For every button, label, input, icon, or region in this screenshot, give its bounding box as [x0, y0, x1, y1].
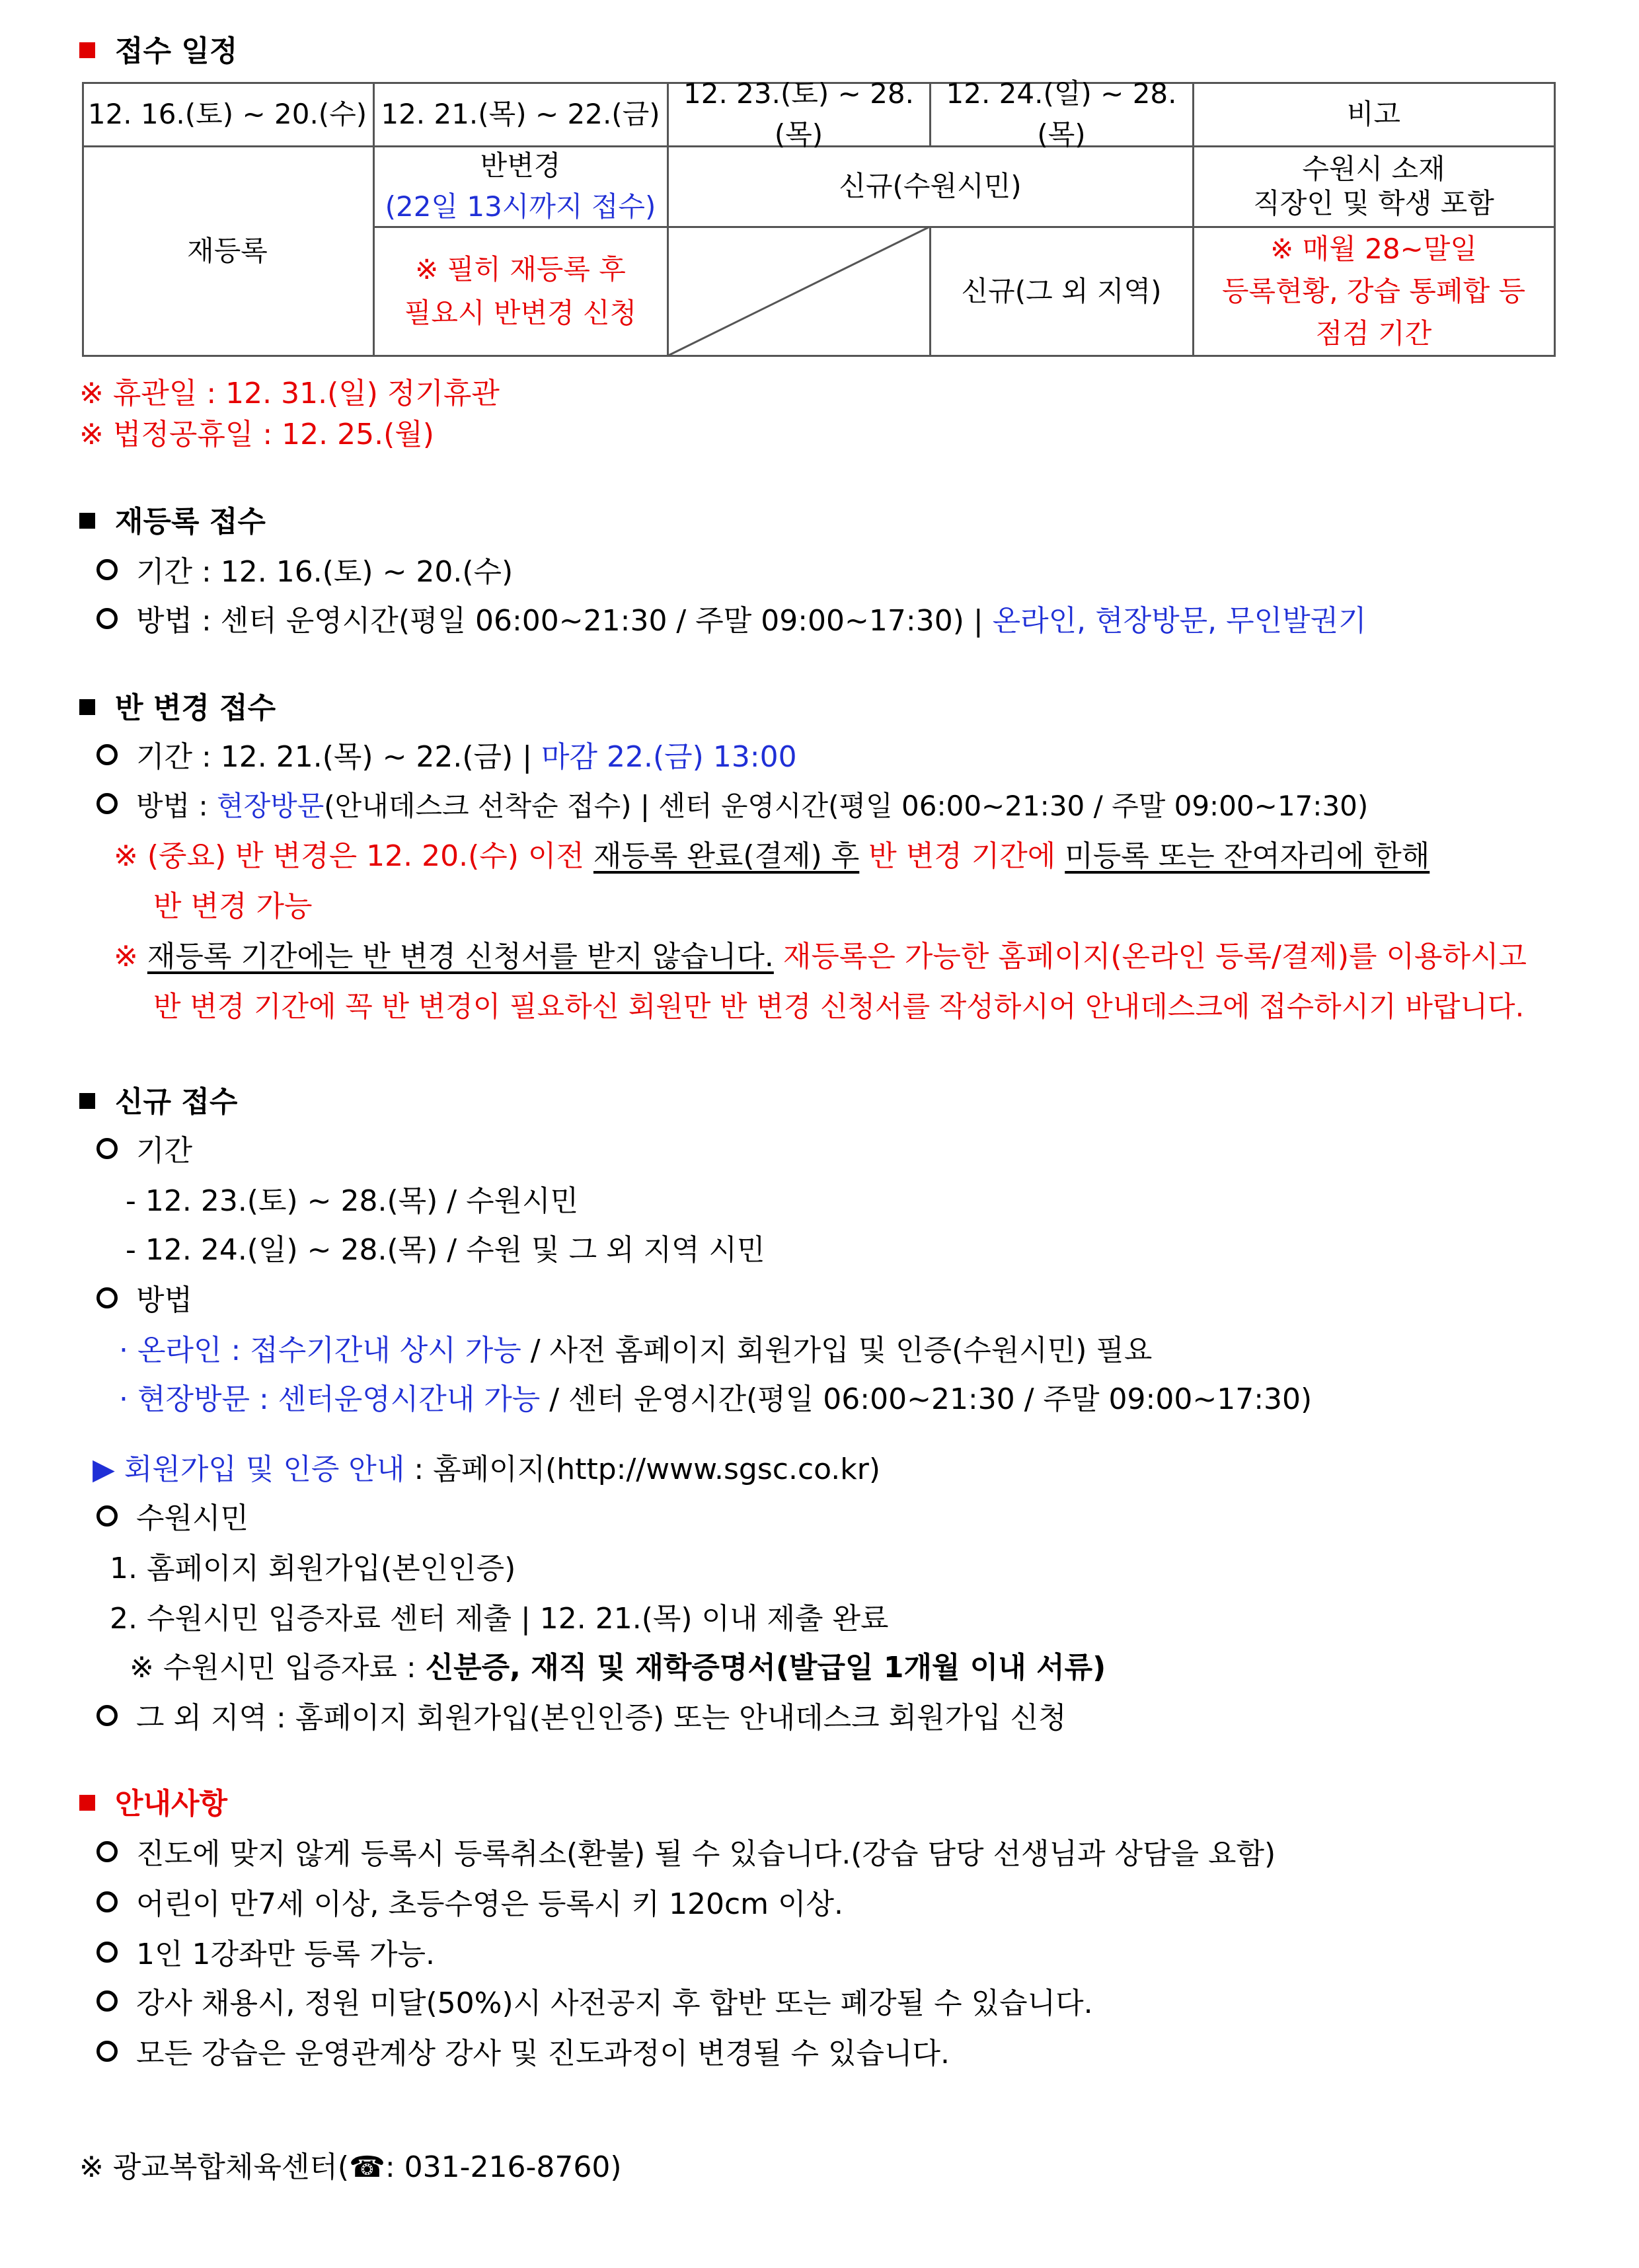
circle-bullet-icon — [96, 608, 118, 629]
rereg-period: 기간 : 12. 16.(토) ~ 20.(수) — [96, 554, 513, 591]
circle-bullet-icon — [96, 1705, 118, 1726]
change-method: 방법 : 현장방문(안내데스크 선착순 접수) | 센터 운영시간(평일 06:00~21:30 / 주말 09:00~17:30) — [96, 788, 1368, 825]
suwon-proof-note: ※ 수원시민 입증자료 : 신분증, 재직 및 재학증명서(발급일 1개월 이내 서류) — [130, 1651, 1106, 1684]
cell-class-change: 반변경 (22일 13시까지 접수) — [385, 149, 656, 223]
new-method-label: 방법 — [96, 1282, 192, 1319]
circle-bullet-icon — [96, 559, 118, 580]
change-period: 기간 : 12. 21.(목) ~ 22.(금) | 마감 22.(금) 13:00 — [96, 739, 797, 776]
circle-bullet-icon — [96, 1287, 118, 1308]
holiday-public: ※ 법정공휴일 : 12. 25.(월) — [79, 418, 434, 451]
holiday-closed: ※ 휴관일 : 12. 31.(일) 정기휴관 — [79, 377, 500, 410]
cell-reregistration: 재등록 — [187, 234, 268, 267]
circle-bullet-icon — [96, 1942, 118, 1963]
black-square-bullet-icon — [79, 1093, 95, 1109]
change-section-title: 반 변경 접수 — [79, 690, 276, 727]
other-region: 그 외 지역 : 홈페이지 회원가입(본인인증) 또는 안내데스크 회원가입 신청 — [96, 1700, 1067, 1737]
empty-cell-diagonal — [667, 226, 930, 357]
schedule-table — [82, 77, 1556, 357]
notice-item: 1인 1강좌만 등록 가능. — [96, 1936, 435, 1973]
rereg-section-title: 재등록 접수 — [79, 504, 266, 541]
schedule-section-title: 접수 일정 — [79, 33, 237, 70]
suwon-citizen-label: 수원시민 — [96, 1500, 248, 1537]
red-square-bullet-icon — [79, 42, 95, 58]
notice-item: 진도에 맞지 않게 등록시 등록취소(환불) 될 수 있습니다.(강습 담당 선생님과 상담을 요함) — [96, 1836, 1276, 1873]
header-remark: 비고 — [1346, 98, 1401, 130]
cell-remark-suwon: 수원시 소재 직장인 및 학생 포함 — [1253, 153, 1494, 219]
cell-class-change-note: ※ 필히 재등록 후 필요시 반변경 신청 — [404, 252, 637, 329]
change-note-rereg-period-cont: 반 변경 기간에 꼭 반 변경이 필요하신 회원만 반 변경 신청서를 작성하시어 안내데스크에 접수하시기 바랍니다. — [153, 991, 1525, 1024]
header-new-other-period: 12. 24.(일) ~ 28.(목) — [946, 77, 1177, 151]
cell-new-suwon: 신규(수원시민) — [839, 170, 1022, 202]
red-square-bullet-icon — [79, 1795, 95, 1811]
notice-item: 모든 강습은 운영관계상 강사 및 진도과정이 변경될 수 있습니다. — [96, 2035, 950, 2072]
black-square-bullet-icon — [79, 513, 95, 529]
signup-guide: ▶ 회원가입 및 인증 안내 : 홈페이지(http://www.sgsc.co.kr) — [93, 1453, 881, 1486]
change-note-rereg-period: ※ 재등록 기간에는 반 변경 신청서를 받지 않습니다. 재등록은 가능한 홈페이지(온라인 등록/결제)를 이용하시고 — [114, 940, 1527, 973]
header-change-period: 12. 21.(목) ~ 22.(금) — [381, 98, 660, 130]
suwon-step-2: 2. 수원시민 입증자료 센터 제출 | 12. 21.(목) 이내 제출 완료 — [110, 1602, 889, 1636]
cell-remark-inspection: ※ 매월 28~말일 등록현황, 강습 통폐합 등 점검 기간 — [1221, 232, 1526, 350]
suwon-step-1: 1. 홈페이지 회원가입(본인인증) — [110, 1552, 516, 1585]
cell-new-other: 신규(그 외 지역) — [961, 274, 1162, 307]
new-method-visit: · 현장방문 : 센터운영시간내 가능 / 센터 운영시간(평일 06:00~21:30 / 주말 09:00~17:30) — [119, 1382, 1313, 1416]
header-rereg-period: 12. 16.(토) ~ 20.(수) — [87, 98, 367, 130]
new-section-title: 신규 접수 — [79, 1084, 237, 1121]
change-note-important-cont: 반 변경 가능 — [153, 889, 313, 923]
change-note-important: ※ (중요) 반 변경은 12. 20.(수) 이전 재등록 완료(결제) 후 반 변경 기간에 미등록 또는 잔여자리에 한해 — [114, 839, 1430, 873]
new-period-suwon: - 12. 23.(토) ~ 28.(목) / 수원시민 — [126, 1184, 579, 1218]
new-period-label: 기간 — [96, 1133, 192, 1170]
circle-bullet-icon — [96, 1891, 118, 1912]
footer-contact: ※ 광교복합체육센터(☎: 031-216-8760) — [79, 2150, 622, 2184]
circle-bullet-icon — [96, 2041, 118, 2062]
circle-bullet-icon — [96, 793, 118, 814]
circle-bullet-icon — [96, 744, 118, 765]
circle-bullet-icon — [96, 1841, 118, 1862]
black-square-bullet-icon — [79, 699, 95, 715]
circle-bullet-icon — [96, 1138, 118, 1159]
circle-bullet-icon — [96, 1505, 118, 1527]
header-new-suwon-period: 12. 23.(토) ~ 28.(목) — [683, 77, 914, 151]
new-method-online: · 온라인 : 접수기간내 상시 가능 / 사전 홈페이지 회원가입 및 인증(수원시민) 필요 — [119, 1334, 1153, 1367]
rereg-method: 방법 : 센터 운영시간(평일 06:00~21:30 / 주말 09:00~17:30) | 온라인, 현장방문, 무인발권기 — [96, 603, 1367, 640]
notice-item: 어린이 만7세 이상, 초등수영은 등록시 키 120cm 이상. — [96, 1886, 843, 1923]
circle-bullet-icon — [96, 1990, 118, 2012]
notice-item: 강사 채용시, 정원 미달(50%)시 사전공지 후 합반 또는 폐강될 수 있습니다. — [96, 1985, 1093, 2022]
notice-section-title: 안내사항 — [79, 1786, 227, 1823]
telephone-icon: ☎ — [349, 2150, 385, 2184]
new-period-other: - 12. 24.(일) ~ 28.(목) / 수원 및 그 외 지역 시민 — [126, 1233, 765, 1267]
